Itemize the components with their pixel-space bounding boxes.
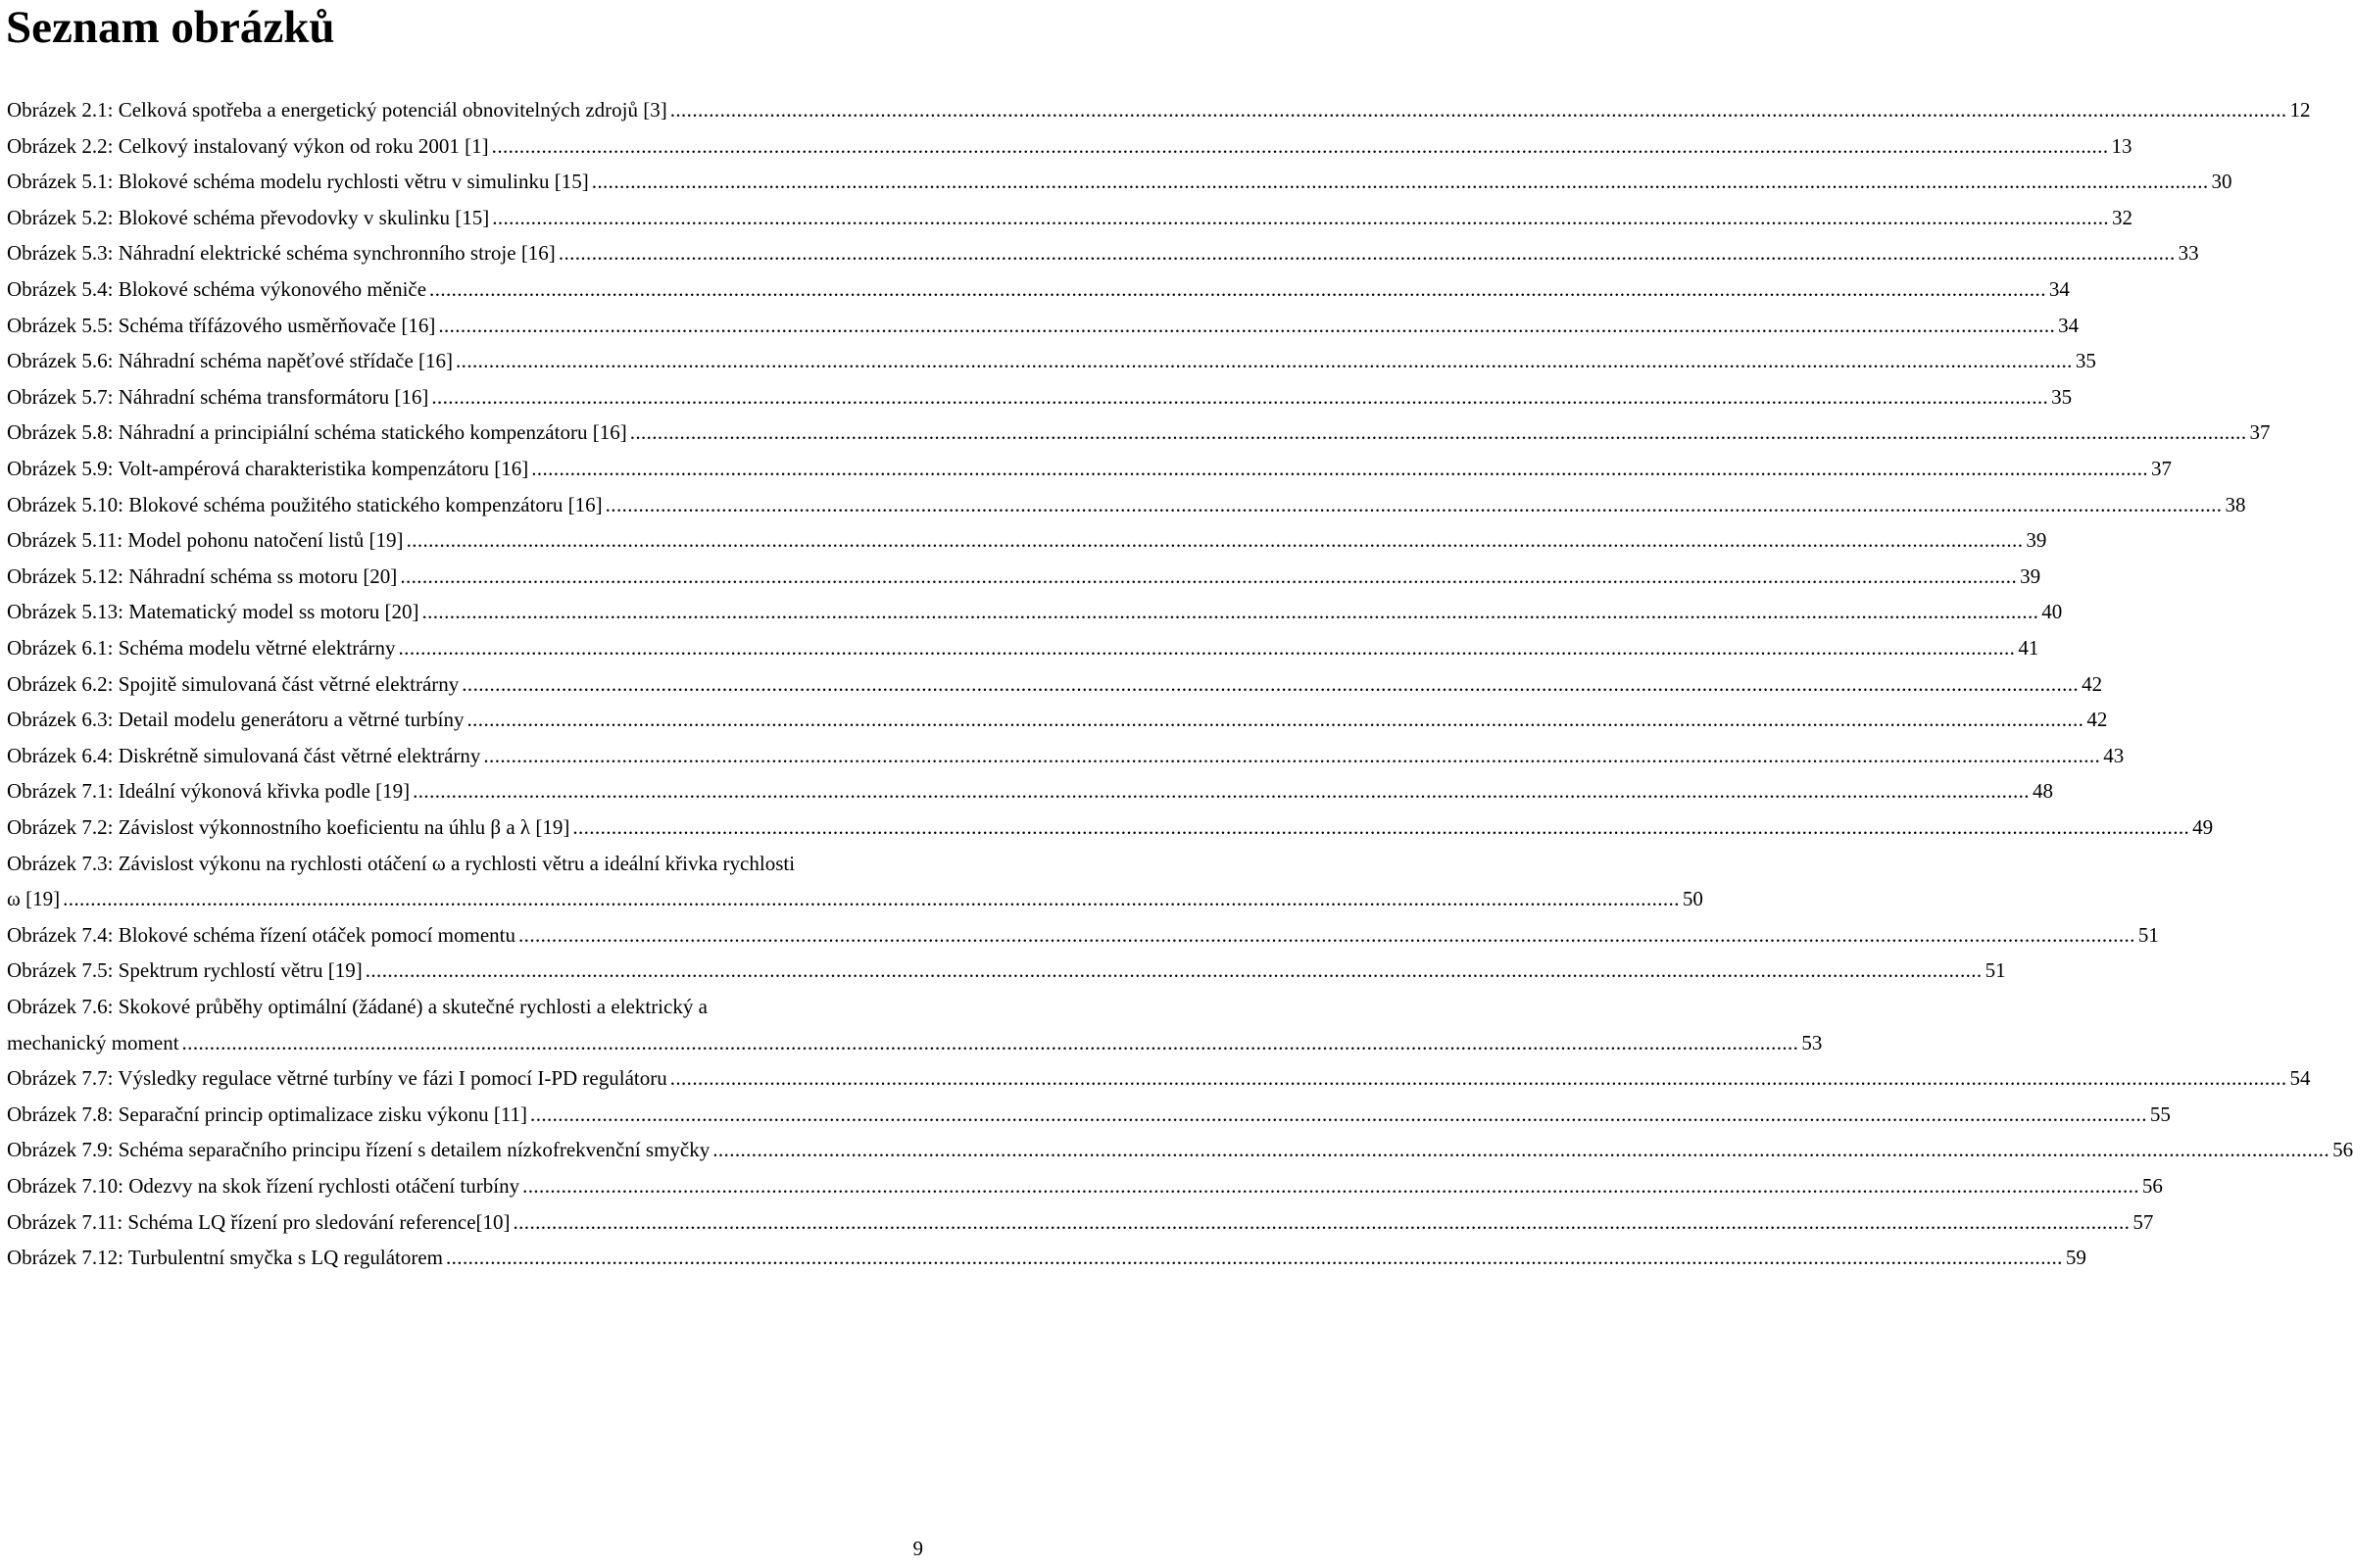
list-item[interactable] xyxy=(7,348,2096,373)
list-item[interactable] xyxy=(7,635,2039,661)
dot-leader xyxy=(530,1102,2147,1127)
list-item-page: 34 xyxy=(2048,277,2070,301)
list-item[interactable] xyxy=(7,133,2132,159)
list-item-page: 49 xyxy=(2192,815,2214,839)
list-item-text: Obrázek 7.10: Odezvy na skok řízení rychlosti otáčení turbíny xyxy=(7,1174,520,1198)
list-item-text: Obrázek 7.3: Závislost výkonu na rychlosti otáčení ω a rychlosti větru a ideální křivka rychlosti xyxy=(7,851,796,875)
list-item-page: 35 xyxy=(2051,384,2073,409)
dot-leader xyxy=(182,1030,1799,1055)
list-item[interactable] xyxy=(7,743,2125,768)
list-item-page: 37 xyxy=(2249,420,2271,445)
list-item-text: Obrázek 7.8: Separační princip optimalizace zisku výkonu [11] xyxy=(7,1102,528,1126)
dot-leader xyxy=(413,778,2030,804)
list-item-text: Obrázek 6.4: Diskrétně simulovaná část větrné elektrárny xyxy=(7,743,481,767)
list-item-text: Obrázek 7.5: Spektrum rychlostí větru [19] xyxy=(7,958,363,983)
list-item[interactable] xyxy=(7,599,2063,624)
dot-leader xyxy=(407,527,2024,553)
list-item-page: 13 xyxy=(2111,133,2132,158)
list-item[interactable] xyxy=(7,1030,1823,1055)
list-item-page: 55 xyxy=(2149,1102,2171,1126)
list-item[interactable] xyxy=(7,205,2133,230)
dot-leader xyxy=(492,205,2109,230)
list-item-text: Obrázek 7.2: Závislost výkonnostního koeficientu na úhlu β a λ [19] xyxy=(7,815,570,839)
list-item[interactable] xyxy=(7,922,2159,948)
list-item[interactable] xyxy=(7,384,2073,410)
list-item-text: Obrázek 5.11: Model pohonu natočení listů [19] xyxy=(7,528,404,553)
list-item[interactable] xyxy=(7,707,2108,732)
list-item-page: 33 xyxy=(2178,241,2199,266)
list-item-page: 42 xyxy=(2086,708,2108,732)
list-item[interactable] xyxy=(7,276,2070,302)
list-item-page: 59 xyxy=(2065,1246,2086,1270)
dot-leader xyxy=(518,922,2135,948)
dot-leader xyxy=(492,133,2109,159)
list-item-page: 50 xyxy=(1682,887,1703,911)
list-item-text: Obrázek 7.11: Schéma LQ řízení pro sledování reference[10] xyxy=(7,1209,511,1234)
dot-leader xyxy=(63,886,1680,911)
list-item[interactable] xyxy=(7,671,2103,697)
list-item-text: Obrázek 5.7: Náhradní schéma transformátoru [16] xyxy=(7,384,429,409)
list-item[interactable] xyxy=(7,957,2006,983)
list-item-text: Obrázek 2.1: Celková spotřeba a energetický potenciál obnovitelných zdrojů [3] xyxy=(7,98,667,122)
list-item[interactable] xyxy=(7,97,2311,122)
dot-leader xyxy=(630,419,2247,445)
list-item-text: Obrázek 5.1: Blokové schéma modelu rychlosti větru v simulinku [15] xyxy=(7,170,589,194)
list-item-text: Obrázek 7.1: Ideální výkonová křivka podle [19] xyxy=(7,779,411,804)
list-item-text: Obrázek 5.10: Blokové schéma použitého statického kompenzátoru [16] xyxy=(7,492,603,516)
list-item-page: 35 xyxy=(2075,349,2096,373)
list-item-text: Obrázek 5.12: Náhradní schéma ss motoru [20] xyxy=(7,564,398,588)
list-item-text: Obrázek 7.12: Turbulentní smyčka s LQ regulátorem xyxy=(7,1246,443,1270)
list-item[interactable] xyxy=(7,1137,2353,1162)
list-item-page: 39 xyxy=(2020,564,2041,588)
list-item[interactable] xyxy=(7,778,2053,804)
dot-leader xyxy=(572,814,2189,840)
list-item-page: 48 xyxy=(2032,779,2053,804)
page-title: Seznam obrázků xyxy=(6,2,335,53)
list-item-page: 40 xyxy=(2041,600,2063,624)
list-item-page: 53 xyxy=(1801,1030,1823,1054)
dot-leader xyxy=(400,564,2017,589)
dot-leader xyxy=(670,1065,2287,1091)
dot-leader xyxy=(483,743,2100,768)
list-item[interactable] xyxy=(7,1173,2163,1199)
list-item-page: 56 xyxy=(2141,1174,2163,1198)
list-item-page: 39 xyxy=(2026,528,2047,553)
dot-leader xyxy=(446,1245,2063,1270)
list-item-page: 38 xyxy=(2225,492,2246,516)
list-item-page: 41 xyxy=(2018,636,2039,660)
dot-leader xyxy=(366,957,1983,983)
dot-leader xyxy=(514,1209,2131,1235)
dot-leader xyxy=(606,492,2223,517)
list-item-text: Obrázek 5.3: Náhradní elektrické schéma synchronního stroje [16] xyxy=(7,241,556,266)
list-item-text: Obrázek 5.4: Blokové schéma výkonového měniče xyxy=(7,277,427,301)
list-item-text: Obrázek 5.13: Matematický model ss motoru [20] xyxy=(7,600,419,624)
list-item-page: 42 xyxy=(2082,671,2103,696)
list-item[interactable] xyxy=(7,1245,2086,1270)
list-item[interactable] xyxy=(7,886,1703,911)
list-item[interactable] xyxy=(7,1065,2311,1091)
list-item[interactable] xyxy=(7,492,2246,517)
list-item-page: 51 xyxy=(1985,958,2006,983)
dot-leader xyxy=(592,169,2209,194)
dot-leader xyxy=(712,1137,2329,1162)
list-item-text: Obrázek 7.6: Skokové průběhy optimální (žádané) a skutečné rychlosti a elektrický a xyxy=(7,995,708,1018)
list-item-text: Obrázek 6.1: Schéma modelu větrné elektrárny xyxy=(7,636,396,660)
list-item[interactable] xyxy=(7,419,2271,445)
list-item-text: Obrázek 7.9: Schéma separačního principu řízení s detailem nízkofrekvenční smyčky xyxy=(7,1138,711,1162)
dot-leader xyxy=(438,313,2055,338)
dot-leader xyxy=(462,671,2079,697)
list-item[interactable] xyxy=(7,456,2173,481)
dot-leader xyxy=(522,1173,2139,1199)
list-item[interactable] xyxy=(7,1102,2171,1127)
list-item[interactable] xyxy=(7,564,2041,589)
dot-leader xyxy=(559,240,2176,266)
dot-leader xyxy=(431,384,2048,410)
list-item[interactable] xyxy=(7,169,2232,194)
dot-leader xyxy=(467,707,2084,732)
list-item[interactable] xyxy=(7,313,2080,338)
list-item-text: Obrázek 5.8: Náhradní a principiální schéma statického kompenzátoru [16] xyxy=(7,420,627,445)
list-item-continuation: mechanický moment xyxy=(7,1030,179,1054)
dot-leader xyxy=(421,599,2038,624)
list-item-page: 12 xyxy=(2289,98,2311,122)
list-item-page: 57 xyxy=(2132,1209,2154,1234)
dot-leader xyxy=(531,456,2148,481)
list-item[interactable] xyxy=(7,1209,2154,1235)
list-item-text: Obrázek 7.7: Výsledky regulace větrné turbíny ve fázi I pomocí I-PD regulátoru xyxy=(7,1066,667,1091)
list-item-text: Obrázek 5.9: Volt-ampérová charakteristika kompenzátoru [16] xyxy=(7,457,529,480)
list-item-page: 43 xyxy=(2103,743,2125,767)
list-item-text: Obrázek 2.2: Celkový instalovaný výkon od roku 2001 [1] xyxy=(7,133,489,158)
list-item[interactable] xyxy=(7,814,2214,840)
list-item-page: 34 xyxy=(2058,313,2080,337)
list-item-text: Obrázek 7.4: Blokové schéma řízení otáček pomocí momentu xyxy=(7,922,516,947)
list-item-page: 30 xyxy=(2211,170,2232,194)
dot-leader xyxy=(429,276,2046,302)
page-number: 9 xyxy=(912,1537,923,1560)
list-item-page: 56 xyxy=(2332,1138,2353,1162)
list-item-page: 32 xyxy=(2112,205,2133,229)
list-item-page: 54 xyxy=(2289,1066,2311,1091)
list-item-text: Obrázek 6.3: Detail modelu generátoru a větrné turbíny xyxy=(7,708,465,732)
list-item[interactable] xyxy=(7,527,2047,553)
list-item-text: Obrázek 5.6: Náhradní schéma napěťové střídače [16] xyxy=(7,349,454,373)
list-item-continuation: ω [19] xyxy=(7,887,61,911)
list-item-text: Obrázek 5.2: Blokové schéma převodovky v skulinku [15] xyxy=(7,205,490,229)
dot-leader xyxy=(399,635,2016,661)
list-item-page: 37 xyxy=(2151,457,2173,480)
list-item-text: Obrázek 6.2: Spojitě simulovaná část větrné elektrárny xyxy=(7,671,460,696)
dot-leader xyxy=(670,97,2287,122)
dot-leader xyxy=(456,348,2073,373)
list-item[interactable] xyxy=(7,240,2199,266)
list-item-text: Obrázek 5.5: Schéma třífázového usměrňovače [16] xyxy=(7,313,436,337)
list-item-page: 51 xyxy=(2137,922,2159,947)
